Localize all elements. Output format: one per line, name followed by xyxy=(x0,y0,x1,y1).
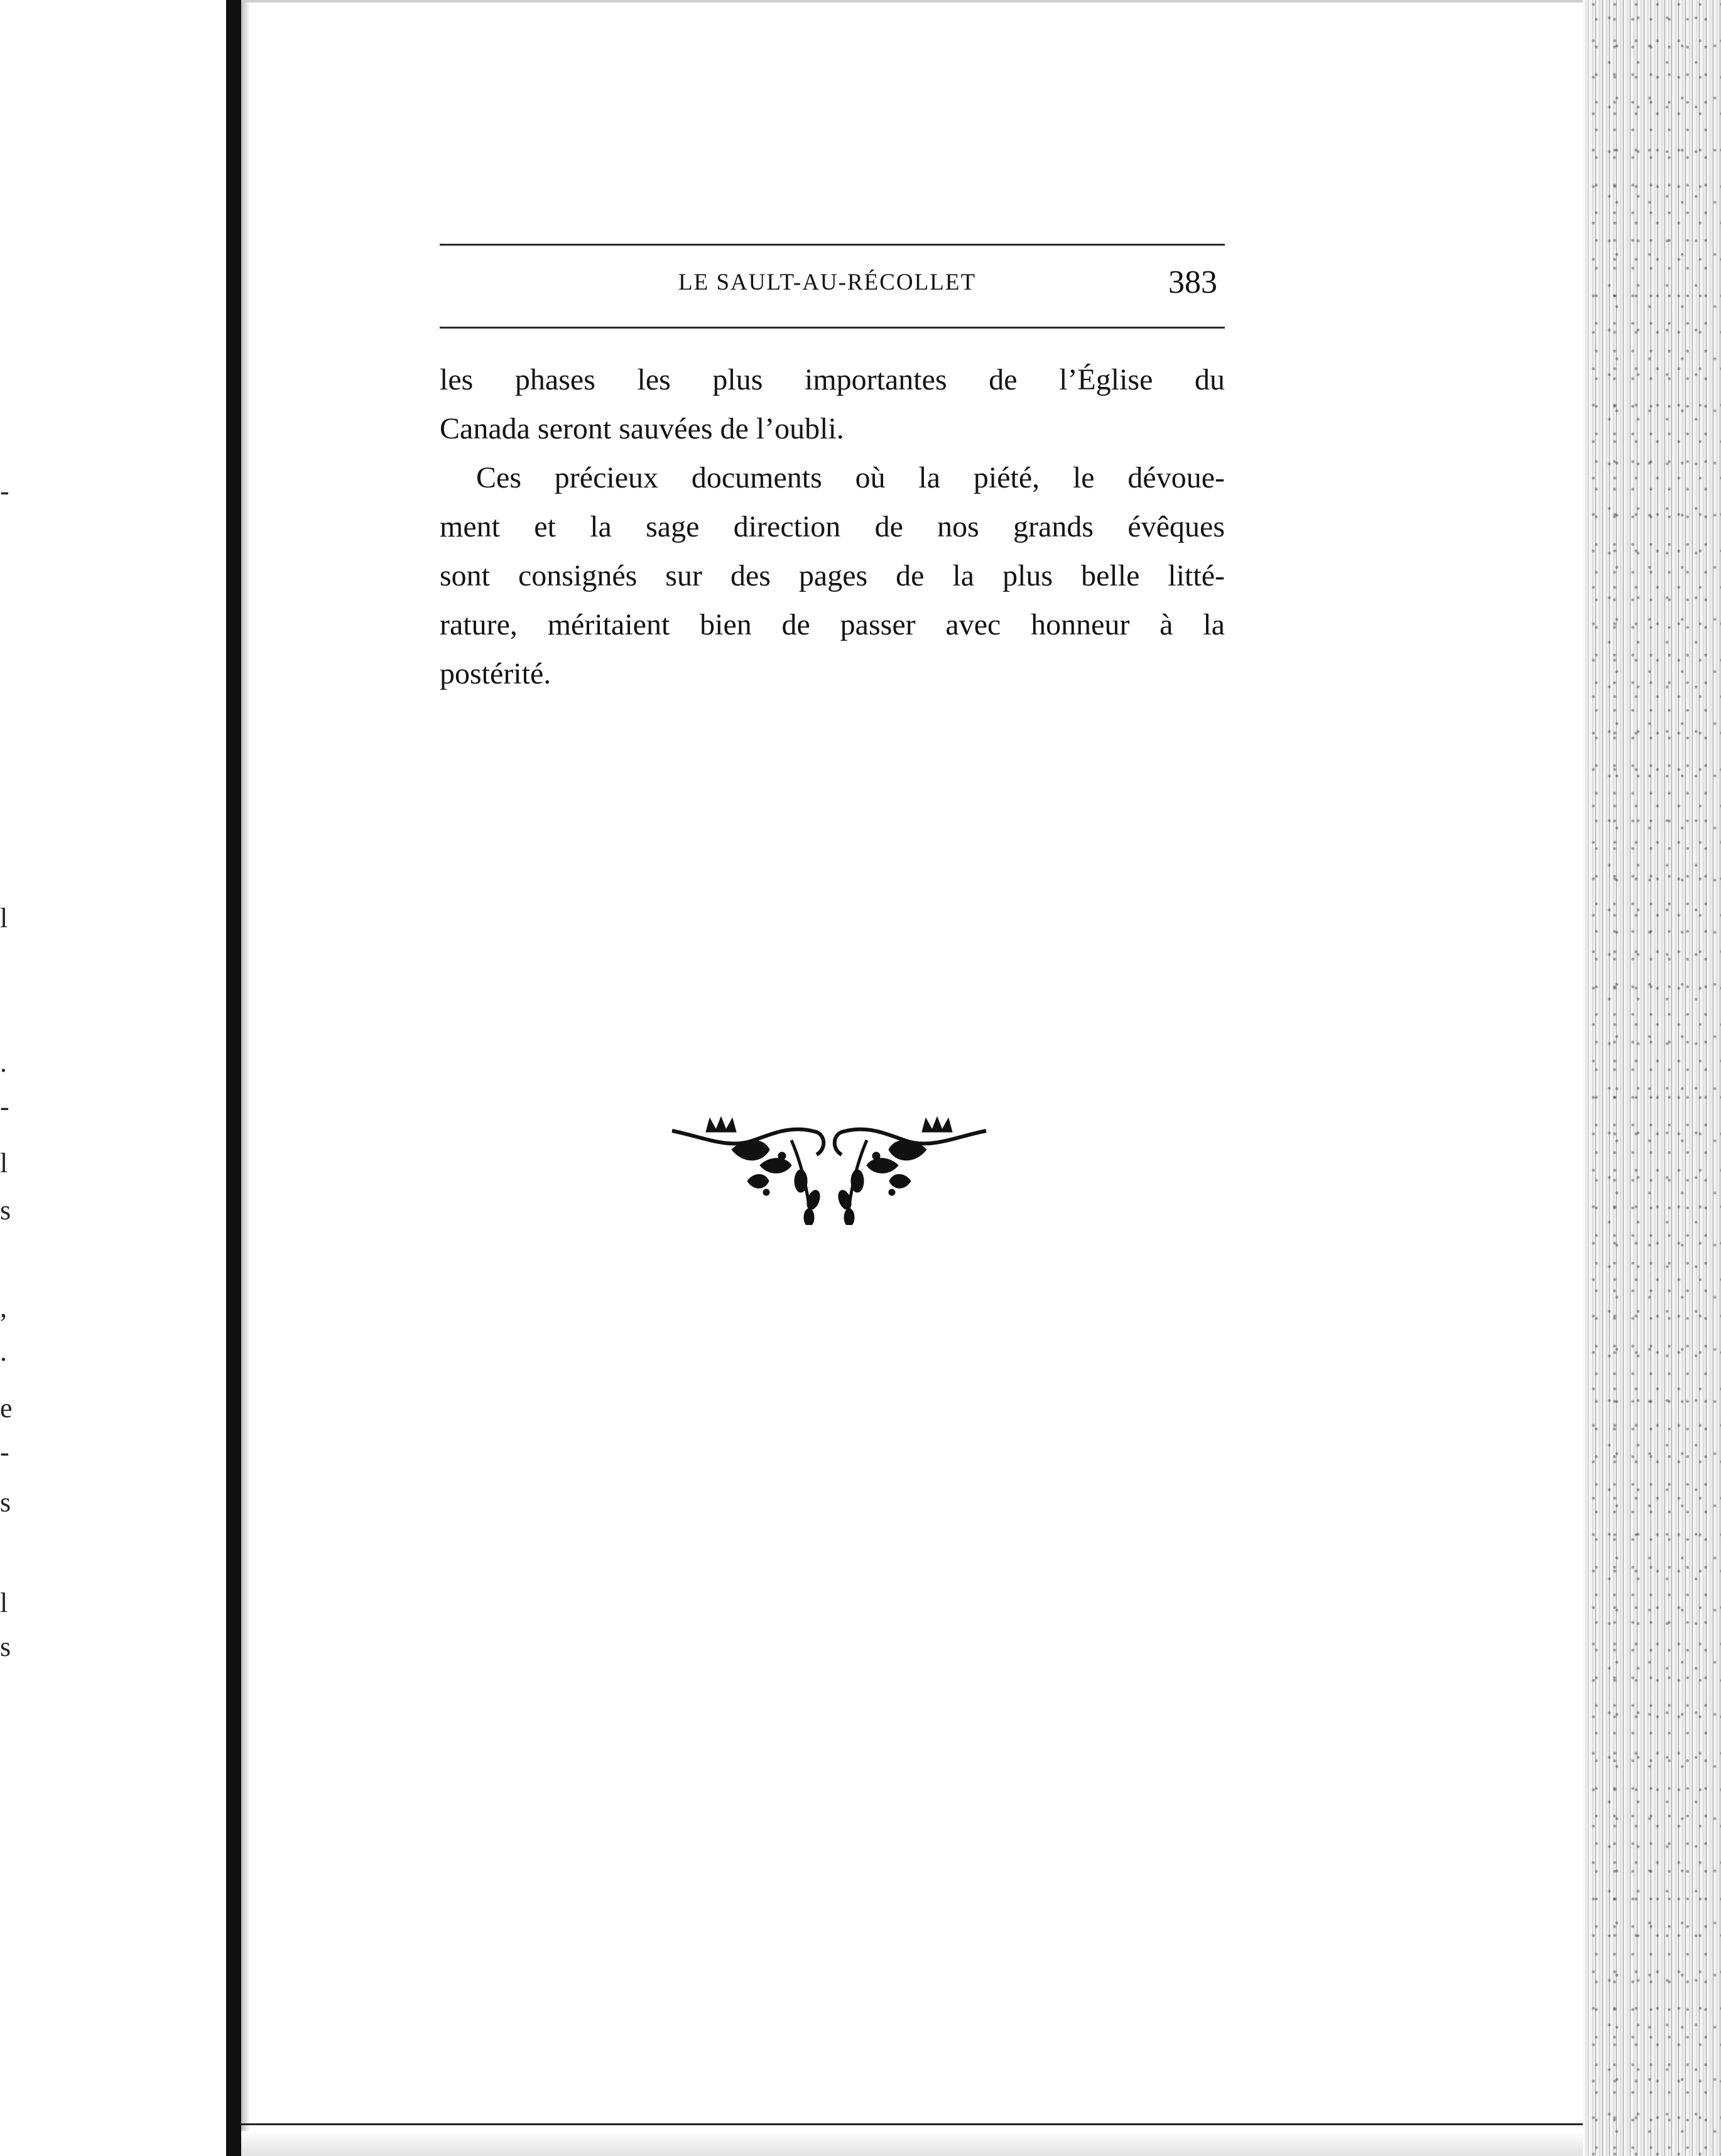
page-stack-edges xyxy=(1589,0,1721,2156)
floral-vignette-icon xyxy=(666,1106,992,1225)
facing-page-fragment: . xyxy=(0,1047,7,1078)
ornament-left-half xyxy=(672,1117,823,1225)
facing-page-fragment: . xyxy=(0,1336,7,1367)
page-fore-edge-shadow xyxy=(1583,0,1589,2156)
facing-page-fragment: s xyxy=(0,1631,11,1662)
facing-page-fragment: l xyxy=(0,1148,8,1179)
text-line: postérité. xyxy=(440,657,551,690)
page-top-edge xyxy=(241,0,1592,3)
facing-page-edge xyxy=(0,0,226,2156)
text-line: Canada seront sauvées de l’oubli. xyxy=(440,412,844,445)
running-title: LE SAULT-AU-RÉCOLLET xyxy=(678,270,977,295)
facing-page-fragment: l xyxy=(0,1587,8,1618)
body-text xyxy=(440,356,1225,699)
facing-page-fragment: - xyxy=(0,476,9,506)
header-rule-top xyxy=(440,244,1225,246)
facing-page-fragment: - xyxy=(0,1437,9,1467)
page-bottom-edge xyxy=(241,2131,1592,2156)
gutter-shadow xyxy=(241,0,250,2156)
page-number: 383 xyxy=(1168,264,1217,300)
text-line: rature, méritaient bien de passer avec honneur à la xyxy=(440,608,1225,641)
text-line: ment et la sage direction de nos grands évêques xyxy=(440,510,1225,543)
facing-page-fragment: s xyxy=(0,1487,11,1518)
facing-page-fragment: l xyxy=(0,903,8,934)
text-line: les phases les plus importantes de l’Église du xyxy=(440,363,1225,396)
facing-page-fragment: e xyxy=(0,1393,13,1424)
book-gutter xyxy=(226,0,241,2156)
ornament-right-half xyxy=(835,1117,986,1225)
page-bottom-line xyxy=(241,2123,1592,2125)
facing-page-fragment: s xyxy=(0,1195,11,1226)
text-line: sont consignés sur des pages de la plus belle litté- xyxy=(440,559,1225,592)
facing-page-fragment: - xyxy=(0,1091,9,1122)
facing-page-fragment: , xyxy=(0,1292,7,1323)
header-rule-bottom xyxy=(440,327,1225,329)
text-line: Ces précieux documents où la piété, le dévoue- xyxy=(476,461,1225,494)
